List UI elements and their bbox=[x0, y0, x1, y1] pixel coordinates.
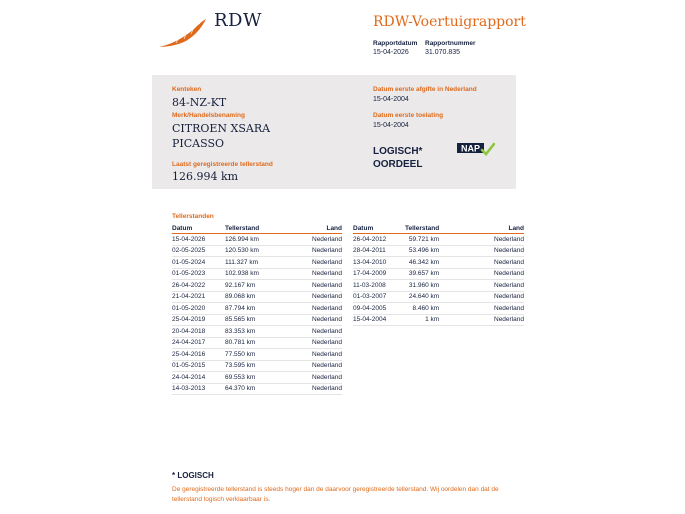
reading-date: 01-05-2020 bbox=[172, 303, 225, 315]
reading-country: Nederland bbox=[285, 257, 342, 269]
reading-km: 1 km bbox=[405, 314, 439, 326]
make-line2: PICASSO bbox=[172, 137, 225, 150]
plate-value: 84-NZ-KT bbox=[172, 96, 227, 109]
reading-date: 15-04-2004 bbox=[353, 314, 405, 326]
table-row bbox=[172, 326, 342, 338]
reading-km: 80.781 km bbox=[225, 337, 285, 349]
reading-km: 73.595 km bbox=[225, 360, 285, 372]
column-header-date: Datum bbox=[353, 224, 405, 234]
reading-km: 87.794 km bbox=[225, 303, 285, 315]
reading-km: 120.530 km bbox=[225, 245, 285, 257]
footnote-title: * LOGISCH bbox=[172, 471, 214, 480]
reading-date: 24-04-2017 bbox=[172, 337, 225, 349]
reading-km: 53.496 km bbox=[405, 245, 439, 257]
report-date-label: Rapportdatum bbox=[373, 40, 418, 47]
reading-date: 01-05-2024 bbox=[172, 257, 225, 269]
reading-km: 102.938 km bbox=[225, 268, 285, 280]
logo-text: RDW bbox=[214, 10, 262, 31]
reading-country: Nederland bbox=[439, 257, 524, 269]
table-row bbox=[172, 383, 342, 395]
reading-date: 11-03-2008 bbox=[353, 280, 405, 292]
reading-country: Nederland bbox=[285, 303, 342, 315]
table-row bbox=[172, 268, 342, 280]
report-number-label: Rapportnummer bbox=[425, 40, 476, 47]
readings-table-left bbox=[172, 224, 342, 395]
reading-km: 85.565 km bbox=[225, 314, 285, 326]
reading-date: 01-03-2007 bbox=[353, 291, 405, 303]
table-row bbox=[172, 314, 342, 326]
make-label: Merk/Handelsbenaming bbox=[172, 112, 245, 119]
reading-date: 09-04-2005 bbox=[353, 303, 405, 315]
table-row bbox=[353, 268, 524, 280]
column-header-reading: Tellerstand bbox=[225, 224, 285, 234]
table-row bbox=[172, 360, 342, 372]
readings-table-right bbox=[353, 224, 524, 326]
report-number: 31.070.835 bbox=[425, 49, 461, 56]
reading-date: 20-04-2018 bbox=[172, 326, 225, 338]
reading-date: 26-04-2022 bbox=[172, 280, 225, 292]
table-row bbox=[172, 337, 342, 349]
make-line1: CITROEN XSARA bbox=[172, 122, 271, 135]
reading-km: 77.550 km bbox=[225, 349, 285, 361]
reading-country: Nederland bbox=[439, 234, 524, 246]
reading-country: Nederland bbox=[285, 234, 342, 246]
reading-country: Nederland bbox=[285, 326, 342, 338]
reading-country: Nederland bbox=[285, 280, 342, 292]
reading-date: 14-03-2013 bbox=[172, 383, 225, 395]
reading-km: 24.640 km bbox=[405, 291, 439, 303]
reading-km: 59.721 km bbox=[405, 234, 439, 246]
verdict-line1: LOGISCH* bbox=[373, 146, 423, 157]
table-row bbox=[353, 280, 524, 292]
reading-date: 17-04-2009 bbox=[353, 268, 405, 280]
odometer-value: 126.994 km bbox=[172, 170, 239, 183]
table-row bbox=[353, 314, 524, 326]
table-row bbox=[353, 303, 524, 315]
first-issue-nl-value: 15-04-2004 bbox=[373, 96, 409, 103]
reading-km: 126.994 km bbox=[225, 234, 285, 246]
column-header-country: Land bbox=[285, 224, 342, 234]
table-row bbox=[353, 245, 524, 257]
table-row bbox=[353, 291, 524, 303]
report-date: 15-04-2026 bbox=[373, 49, 409, 56]
reading-country: Nederland bbox=[285, 383, 342, 395]
reading-km: 69.553 km bbox=[225, 372, 285, 384]
reading-country: Nederland bbox=[285, 314, 342, 326]
odometer-label: Laatst geregistreerde tellerstand bbox=[172, 161, 273, 168]
nap-logo-text: NAP bbox=[460, 143, 481, 154]
verdict-line2: OORDEEL bbox=[373, 159, 423, 170]
reading-km: 89.068 km bbox=[225, 291, 285, 303]
reading-date: 25-04-2016 bbox=[172, 349, 225, 361]
table-row bbox=[172, 257, 342, 269]
reading-date: 26-04-2012 bbox=[353, 234, 405, 246]
reading-km: 46.342 km bbox=[405, 257, 439, 269]
report-title: RDW-Voertuigrapport bbox=[373, 14, 526, 30]
reading-date: 02-05-2025 bbox=[172, 245, 225, 257]
nap-logo-icon bbox=[457, 142, 495, 156]
reading-country: Nederland bbox=[285, 291, 342, 303]
first-admission-value: 15-04-2004 bbox=[373, 122, 409, 129]
reading-km: 8.460 km bbox=[405, 303, 439, 315]
table-row bbox=[172, 372, 342, 384]
reading-country: Nederland bbox=[439, 280, 524, 292]
plate-label: Kenteken bbox=[172, 86, 202, 93]
rdw-logo-icon bbox=[156, 17, 208, 49]
reading-km: 83.353 km bbox=[225, 326, 285, 338]
reading-km: 111.327 km bbox=[225, 257, 285, 269]
footnote-text: De geregistreerde tellerstand is steeds hoger dan de daarvoor geregistreerde tellerstand. Wij oordelen dan dat de tellerstand logisch verklaarbaar is. bbox=[172, 486, 499, 503]
table-row bbox=[172, 291, 342, 303]
first-issue-nl-label: Datum eerste afgifte in Nederland bbox=[373, 86, 477, 93]
table-row bbox=[172, 280, 342, 292]
reading-country: Nederland bbox=[439, 268, 524, 280]
table-row bbox=[353, 234, 524, 246]
reading-km: 92.167 km bbox=[225, 280, 285, 292]
reading-date: 28-04-2011 bbox=[353, 245, 405, 257]
reading-date: 15-04-2026 bbox=[172, 234, 225, 246]
reading-km: 31.960 km bbox=[405, 280, 439, 292]
reading-country: Nederland bbox=[285, 337, 342, 349]
reading-km: 39.657 km bbox=[405, 268, 439, 280]
reading-date: 13-04-2010 bbox=[353, 257, 405, 269]
table-row bbox=[172, 349, 342, 361]
reading-country: Nederland bbox=[439, 291, 524, 303]
table-header-row bbox=[353, 224, 524, 234]
reading-country: Nederland bbox=[285, 360, 342, 372]
table-row bbox=[172, 245, 342, 257]
table-row bbox=[172, 234, 342, 246]
reading-date: 25-04-2019 bbox=[172, 314, 225, 326]
reading-country: Nederland bbox=[285, 245, 342, 257]
table-row bbox=[172, 303, 342, 315]
table-row bbox=[353, 257, 524, 269]
reading-date: 24-04-2014 bbox=[172, 372, 225, 384]
reading-country: Nederland bbox=[285, 349, 342, 361]
reading-country: Nederland bbox=[285, 372, 342, 384]
column-header-country: Land bbox=[439, 224, 524, 234]
reading-country: Nederland bbox=[285, 268, 342, 280]
first-admission-label: Datum eerste toelating bbox=[373, 112, 444, 119]
reading-date: 01-05-2023 bbox=[172, 268, 225, 280]
reading-country: Nederland bbox=[439, 314, 524, 326]
table-header-row bbox=[172, 224, 342, 234]
reading-km: 64.370 km bbox=[225, 383, 285, 395]
reading-country: Nederland bbox=[439, 303, 524, 315]
reading-date: 21-04-2021 bbox=[172, 291, 225, 303]
column-header-date: Datum bbox=[172, 224, 225, 234]
reading-date: 01-05-2015 bbox=[172, 360, 225, 372]
readings-section-title: Tellerstanden bbox=[172, 213, 214, 220]
reading-country: Nederland bbox=[439, 245, 524, 257]
column-header-reading: Tellerstand bbox=[405, 225, 440, 232]
